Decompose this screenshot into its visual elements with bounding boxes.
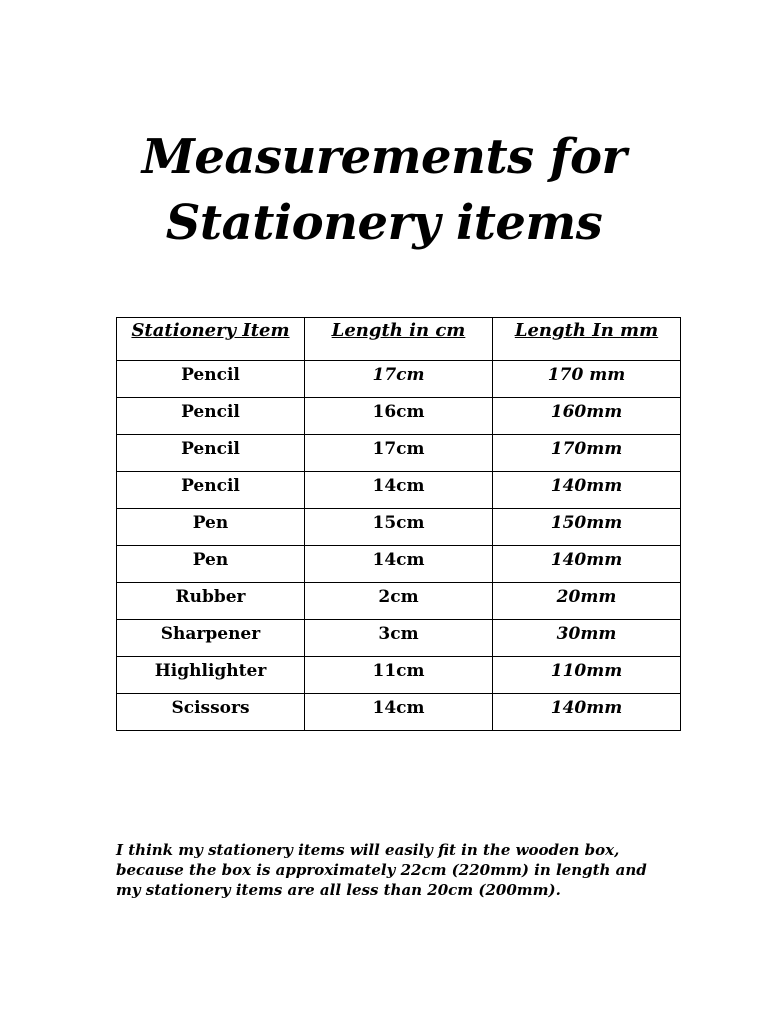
table-row: [117, 398, 681, 435]
mm-cell: 140mm: [493, 694, 681, 731]
cm-cell: 17cm: [305, 435, 493, 472]
item-cell: Pencil: [117, 435, 305, 472]
note-line-2: because the box is approximately 22cm (220mm) in length and: [116, 861, 647, 879]
item-cell: Scissors: [117, 694, 305, 731]
cm-cell: 14cm: [305, 472, 493, 509]
cm-cell: 17cm: [305, 361, 493, 398]
mm-cell: 30mm: [493, 620, 681, 657]
cm-cell: 14cm: [305, 694, 493, 731]
page-title: [0, 124, 768, 256]
title-line-1: Measurements for: [141, 129, 627, 186]
mm-cell: 140mm: [493, 546, 681, 583]
item-cell: Sharpener: [117, 620, 305, 657]
measurements-table: [116, 317, 681, 731]
item-cell: Pen: [117, 509, 305, 546]
item-cell: Pen: [117, 546, 305, 583]
note-line-1: I think my stationery items will easily fit in the wooden box,: [116, 841, 620, 859]
title-line-2: Stationery items: [165, 195, 603, 252]
table-row: [117, 509, 681, 546]
mm-cell: 150mm: [493, 509, 681, 546]
table-header-row: [117, 318, 681, 361]
item-cell: Rubber: [117, 583, 305, 620]
cm-cell: 15cm: [305, 509, 493, 546]
table-row: [117, 546, 681, 583]
header-length-cm: Length in cm: [305, 318, 493, 361]
cm-cell: 11cm: [305, 657, 493, 694]
item-cell: Pencil: [117, 361, 305, 398]
cm-cell: 16cm: [305, 398, 493, 435]
table-row: [117, 435, 681, 472]
cm-cell: 3cm: [305, 620, 493, 657]
table-row: [117, 694, 681, 731]
item-cell: Pencil: [117, 398, 305, 435]
item-cell: Pencil: [117, 472, 305, 509]
table-row: [117, 472, 681, 509]
conclusion-note: [116, 840, 676, 900]
mm-cell: 110mm: [493, 657, 681, 694]
table-row: [117, 657, 681, 694]
header-stationery-item: Stationery Item: [117, 318, 305, 361]
header-length-mm: Length In mm: [493, 318, 681, 361]
mm-cell: 20mm: [493, 583, 681, 620]
table-row: [117, 361, 681, 398]
cm-cell: 14cm: [305, 546, 493, 583]
cm-cell: 2cm: [305, 583, 493, 620]
mm-cell: 170mm: [493, 435, 681, 472]
mm-cell: 140mm: [493, 472, 681, 509]
table-row: [117, 583, 681, 620]
mm-cell: 170 mm: [493, 361, 681, 398]
table-row: [117, 620, 681, 657]
item-cell: Highlighter: [117, 657, 305, 694]
note-line-3: my stationery items are all less than 20cm (200mm).: [116, 881, 561, 899]
mm-cell: 160mm: [493, 398, 681, 435]
